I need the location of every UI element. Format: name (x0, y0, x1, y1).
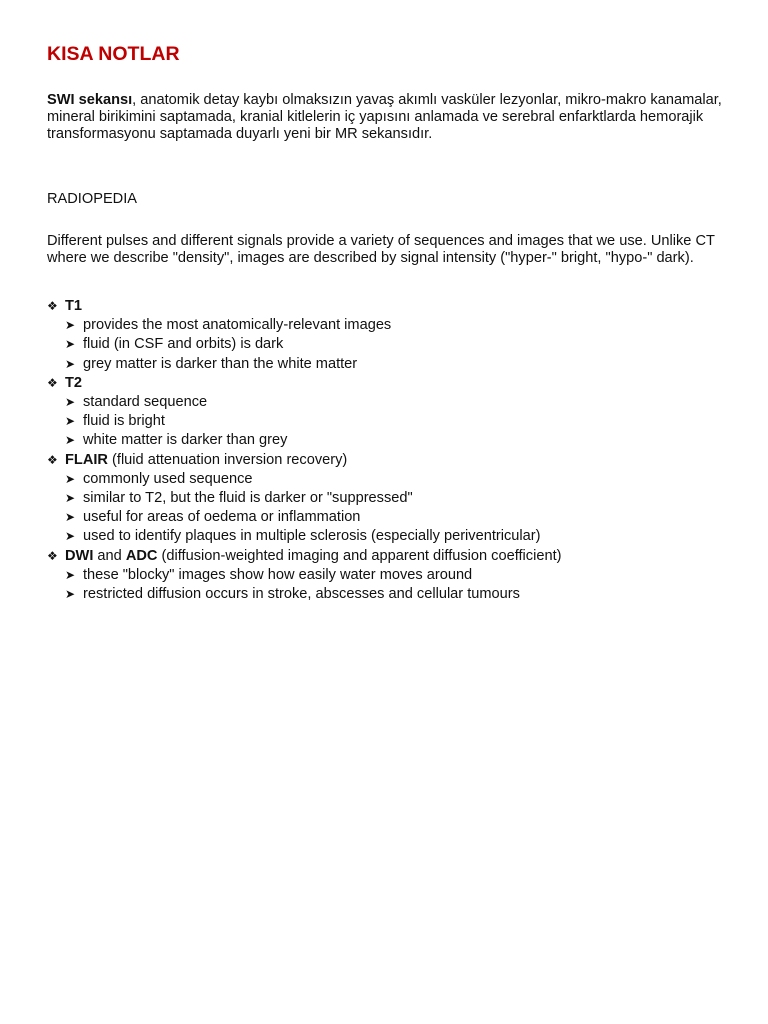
swi-term: SWI sekansı (47, 92, 133, 108)
section-heading (47, 547, 727, 566)
arrow-bullet-icon: ➤ (65, 567, 76, 582)
list-item (65, 355, 727, 374)
list-item (65, 393, 727, 412)
list-item-text: similar to T2, but the fluid is darker or "suppressed" (83, 490, 413, 507)
section-t1 (47, 297, 727, 374)
document-page (47, 40, 727, 604)
sequence-list (47, 297, 727, 604)
list-item (65, 431, 727, 450)
sub-list (47, 316, 727, 374)
section-t2 (47, 374, 727, 451)
diamond-bullet-icon: ❖ (47, 375, 58, 390)
diamond-bullet-icon: ❖ (47, 452, 58, 467)
section-dwi-adc (47, 547, 727, 605)
list-item (65, 335, 727, 354)
list-item-text: grey matter is darker than the white matter (83, 355, 358, 372)
list-item-text: white matter is darker than grey (83, 432, 288, 449)
sub-list (47, 393, 727, 451)
swi-paragraph (47, 92, 727, 143)
list-item-text: these "blocky" images show how easily water moves around (83, 566, 473, 583)
section-joiner: and (93, 547, 126, 564)
arrow-bullet-icon: ➤ (65, 337, 76, 352)
sub-list (47, 566, 727, 604)
arrow-bullet-icon: ➤ (65, 587, 76, 602)
list-item-text: fluid is bright (83, 413, 165, 430)
list-item (65, 470, 727, 489)
section-heading (47, 374, 727, 393)
arrow-bullet-icon: ➤ (65, 471, 76, 486)
list-item-text: provides the most anatomically-relevant images (83, 317, 392, 334)
list-item (65, 585, 727, 604)
arrow-bullet-icon: ➤ (65, 356, 76, 371)
section-heading (47, 297, 727, 316)
list-item-text: commonly used sequence (83, 470, 253, 487)
list-item (65, 527, 727, 546)
section-name: T1 (65, 298, 83, 314)
list-item (65, 566, 727, 585)
list-item (65, 489, 727, 508)
arrow-bullet-icon: ➤ (65, 529, 76, 544)
list-item-text: standard sequence (83, 394, 208, 411)
section-heading (47, 451, 727, 470)
swi-description: , anatomik detay kaybı olmaksızın yavaş akımlı vasküler lezyonlar, mikro-makro kanamalar, mineral birikimini saptamada, kranial kitlelerin iç yapısını anlamada ve serebral enfarktlarda hemorajik transformasyonu saptamada duyarlı yeni bir MR sekansıdır. (47, 92, 722, 142)
page-title: KISA NOTLAR (47, 43, 180, 65)
list-item-text: restricted diffusion occurs in stroke, abscesses and cellular tumours (83, 586, 520, 603)
section-flair (47, 451, 727, 547)
list-item-text: fluid (in CSF and orbits) is dark (83, 336, 284, 353)
arrow-bullet-icon: ➤ (65, 433, 76, 448)
section-description: (fluid attenuation inversion recovery) (107, 451, 348, 468)
intro-paragraph: Different pulses and different signals provide a variety of sequences and images that we use. Unlike CT where we describe "density", images are described by signal intensity ("hyper-" bright, "hypo-" dark). (47, 233, 715, 266)
arrow-bullet-icon: ➤ (65, 510, 76, 525)
arrow-bullet-icon: ➤ (65, 414, 76, 429)
section-name: T2 (65, 374, 83, 391)
list-item-text: useful for areas of oedema or inflammation (83, 509, 361, 526)
section-description: (diffusion-weighted imaging and apparent diffusion coefficient) (157, 547, 562, 564)
arrow-bullet-icon: ➤ (65, 491, 76, 506)
arrow-bullet-icon: ➤ (65, 318, 76, 333)
diamond-bullet-icon: ❖ (47, 299, 58, 313)
source-label: RADIOPEDIA (47, 191, 138, 207)
diamond-bullet-icon: ❖ (47, 548, 58, 563)
arrow-bullet-icon: ➤ (65, 395, 76, 410)
list-item-text: used to identify plaques in multiple sclerosis (especially periventricular) (83, 528, 541, 545)
section-name: DWI (65, 547, 94, 564)
section-name: FLAIR (65, 451, 108, 468)
section-name-secondary: ADC (125, 547, 158, 564)
list-item (65, 508, 727, 527)
list-item (65, 412, 727, 431)
list-item (65, 316, 727, 335)
sub-list (47, 470, 727, 547)
